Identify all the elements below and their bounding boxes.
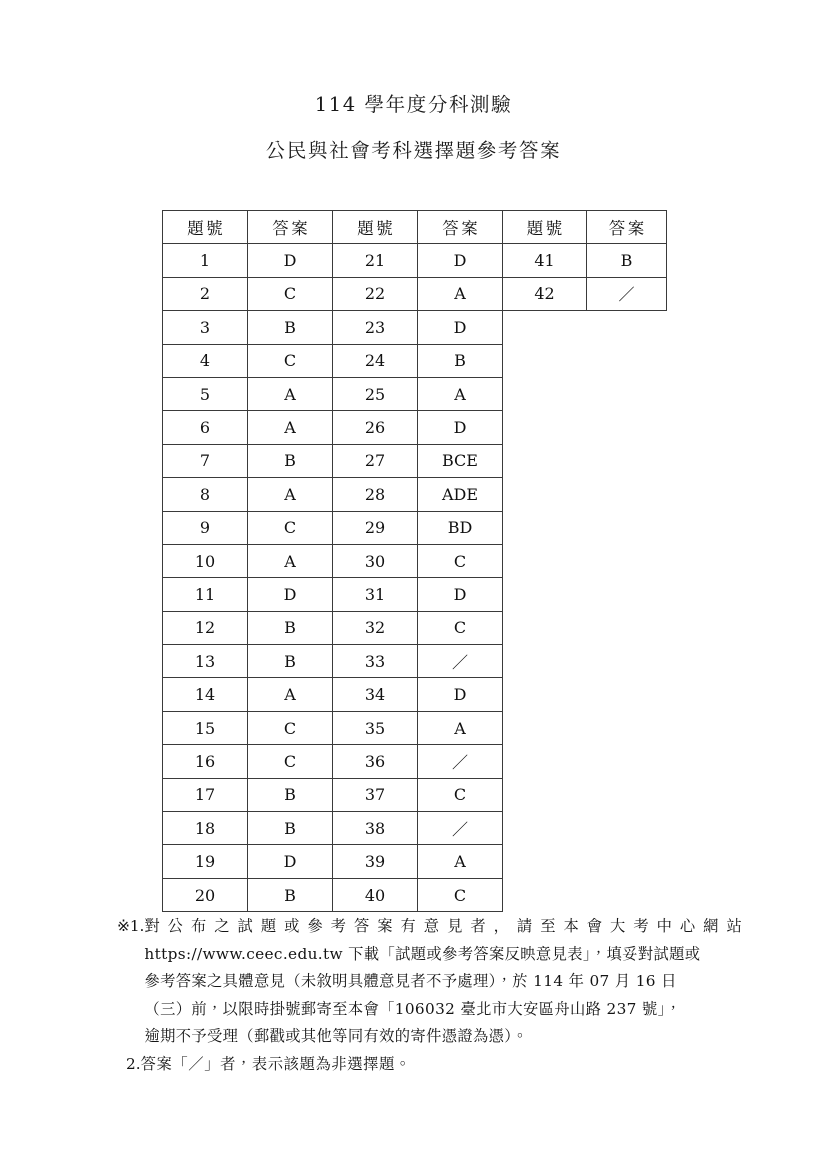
empty-cell — [587, 544, 667, 577]
answer-cell-non-multiple-choice: ／ — [418, 645, 503, 678]
footnote-line: 對 公 布 之 試 題 或 參 考 答 案 有 意 見 者 ， 請 至 本 會 大 考 中 心 網 站 — [144, 917, 742, 935]
question-number-cell: 27 — [333, 444, 418, 477]
answer-cell: B — [248, 812, 333, 845]
question-number-cell: 2 — [163, 277, 248, 310]
question-number-cell: 15 — [163, 711, 248, 744]
column-header-answer-2: 答案 — [418, 211, 503, 244]
empty-cell — [503, 377, 587, 410]
answer-cell: A — [248, 411, 333, 444]
empty-cell — [503, 778, 587, 811]
question-number-cell: 17 — [163, 778, 248, 811]
answer-cell: BCE — [418, 444, 503, 477]
table-row — [163, 244, 667, 277]
empty-cell — [503, 812, 587, 845]
question-number-cell: 6 — [163, 411, 248, 444]
question-number-cell: 30 — [333, 544, 418, 577]
empty-cell — [587, 878, 667, 911]
question-number-cell: 1 — [163, 244, 248, 277]
answer-cell: A — [418, 277, 503, 310]
empty-cell — [587, 311, 667, 344]
answer-cell: B — [587, 244, 667, 277]
question-number-cell: 38 — [333, 812, 418, 845]
table-row — [163, 845, 667, 878]
table-row — [163, 311, 667, 344]
answer-cell: C — [418, 878, 503, 911]
table-row — [163, 678, 667, 711]
empty-cell — [587, 377, 667, 410]
table-row — [163, 745, 667, 778]
footnote-body-2 — [141, 1051, 742, 1079]
table-row — [163, 344, 667, 377]
question-number-cell: 35 — [333, 711, 418, 744]
empty-cell — [503, 311, 587, 344]
answer-cell: D — [248, 244, 333, 277]
answer-cell: C — [248, 344, 333, 377]
question-number-cell: 25 — [333, 377, 418, 410]
question-number-cell: 18 — [163, 812, 248, 845]
empty-cell — [587, 444, 667, 477]
footnote-line: 參考答案之具體意見（未敘明具體意見者不予處理），於 114 年 07 月 16 日 — [144, 972, 677, 990]
empty-cell — [503, 645, 587, 678]
question-number-cell: 11 — [163, 578, 248, 611]
table-body — [163, 244, 667, 912]
empty-cell — [503, 411, 587, 444]
column-header-number-1: 題號 — [163, 211, 248, 244]
question-number-cell: 7 — [163, 444, 248, 477]
empty-cell — [503, 544, 587, 577]
empty-cell — [587, 578, 667, 611]
answer-cell: A — [418, 845, 503, 878]
question-number-cell: 13 — [163, 645, 248, 678]
answer-cell: B — [248, 645, 333, 678]
answer-cell-non-multiple-choice: ／ — [418, 812, 503, 845]
footnote-line: 逾期不予受理（郵戳或其他等同有效的寄件憑證為憑）。 — [144, 1027, 528, 1045]
question-number-cell: 12 — [163, 611, 248, 644]
answer-cell: C — [418, 611, 503, 644]
empty-cell — [587, 611, 667, 644]
empty-cell — [503, 444, 587, 477]
question-number-cell: 32 — [333, 611, 418, 644]
answer-cell: C — [418, 544, 503, 577]
answer-key-table-container — [162, 210, 667, 912]
empty-cell — [503, 711, 587, 744]
empty-cell — [587, 344, 667, 377]
answer-cell: BD — [418, 511, 503, 544]
answer-cell: D — [418, 244, 503, 277]
answer-cell: C — [248, 277, 333, 310]
answer-cell: D — [418, 678, 503, 711]
column-header-answer-1: 答案 — [248, 211, 333, 244]
question-number-cell: 4 — [163, 344, 248, 377]
empty-cell — [587, 645, 667, 678]
empty-cell — [503, 611, 587, 644]
question-number-cell: 37 — [333, 778, 418, 811]
question-number-cell: 9 — [163, 511, 248, 544]
question-number-cell: 39 — [333, 845, 418, 878]
answer-cell: D — [418, 311, 503, 344]
empty-cell — [587, 778, 667, 811]
answer-cell: B — [248, 878, 333, 911]
question-number-cell: 36 — [333, 745, 418, 778]
page-subtitle: 公民與社會考科選擇題參考答案 — [265, 139, 562, 162]
answer-cell-non-multiple-choice: ／ — [587, 277, 667, 310]
table-header — [163, 211, 667, 244]
answer-cell: B — [248, 778, 333, 811]
empty-cell — [587, 511, 667, 544]
answer-cell: ADE — [418, 478, 503, 511]
answer-cell: B — [418, 344, 503, 377]
column-header-number-3: 題號 — [503, 211, 587, 244]
question-number-cell: 29 — [333, 511, 418, 544]
empty-cell — [587, 678, 667, 711]
question-number-cell: 16 — [163, 745, 248, 778]
table-row — [163, 511, 667, 544]
table-row — [163, 878, 667, 911]
answer-cell: C — [248, 745, 333, 778]
empty-cell — [587, 711, 667, 744]
answer-cell: D — [418, 578, 503, 611]
question-number-cell: 42 — [503, 277, 587, 310]
answer-cell: C — [248, 711, 333, 744]
answer-cell: B — [248, 444, 333, 477]
answer-cell: A — [418, 377, 503, 410]
answer-cell: C — [418, 778, 503, 811]
table-row — [163, 645, 667, 678]
question-number-cell: 3 — [163, 311, 248, 344]
question-number-cell: 33 — [333, 645, 418, 678]
answer-cell: D — [248, 578, 333, 611]
footnote-body-1 — [144, 913, 742, 1051]
table-row — [163, 377, 667, 410]
empty-cell — [503, 478, 587, 511]
answer-cell: A — [248, 544, 333, 577]
empty-cell — [503, 878, 587, 911]
question-number-cell: 22 — [333, 277, 418, 310]
empty-cell — [587, 478, 667, 511]
footnotes-section — [117, 913, 742, 1078]
answer-cell: D — [248, 845, 333, 878]
footnote-line: 答案「／」者，表示該題為非選擇題。 — [140, 1054, 411, 1073]
empty-cell — [503, 578, 587, 611]
answer-cell: C — [248, 511, 333, 544]
question-number-cell: 34 — [333, 678, 418, 711]
empty-cell — [587, 411, 667, 444]
question-number-cell: 31 — [333, 578, 418, 611]
table-row — [163, 544, 667, 577]
table-row — [163, 611, 667, 644]
answer-cell: B — [248, 311, 333, 344]
empty-cell — [503, 678, 587, 711]
footnote-line: （三）前，以限時掛號郵寄至本會「106032 臺北市大安區舟山路 237 號」， — [144, 999, 682, 1018]
document-header — [0, 88, 827, 168]
table-row — [163, 478, 667, 511]
table-row — [163, 812, 667, 845]
table-row — [163, 711, 667, 744]
answer-cell: B — [248, 611, 333, 644]
answer-cell: A — [248, 377, 333, 410]
question-number-cell: 19 — [163, 845, 248, 878]
question-number-cell: 26 — [333, 411, 418, 444]
footnote-line: https://www.ceec.edu.tw 下載「試題或參考答案反映意見表」，填妥對試題或 — [144, 944, 701, 963]
footnote-marker-2: 2. — [126, 1054, 141, 1073]
footnote-marker-1: ※1. — [117, 917, 145, 935]
question-number-cell: 41 — [503, 244, 587, 277]
table-row — [163, 411, 667, 444]
footnote-item-2 — [117, 1051, 742, 1079]
question-number-cell: 20 — [163, 878, 248, 911]
answer-cell: A — [418, 711, 503, 744]
empty-cell — [503, 745, 587, 778]
empty-cell — [503, 344, 587, 377]
answer-cell: D — [418, 411, 503, 444]
answer-cell-non-multiple-choice: ／ — [418, 745, 503, 778]
table-row — [163, 578, 667, 611]
empty-cell — [587, 812, 667, 845]
empty-cell — [503, 845, 587, 878]
column-header-answer-3: 答案 — [587, 211, 667, 244]
table-row — [163, 277, 667, 310]
empty-cell — [587, 745, 667, 778]
question-number-cell: 40 — [333, 878, 418, 911]
empty-cell — [587, 845, 667, 878]
answer-cell: A — [248, 478, 333, 511]
footnote-item-1 — [117, 913, 742, 1051]
question-number-cell: 24 — [333, 344, 418, 377]
table-row — [163, 444, 667, 477]
empty-cell — [503, 511, 587, 544]
page-title: 114 學年度分科測驗 — [314, 93, 513, 116]
table-row — [163, 778, 667, 811]
question-number-cell: 21 — [333, 244, 418, 277]
question-number-cell: 8 — [163, 478, 248, 511]
question-number-cell: 5 — [163, 377, 248, 410]
question-number-cell: 14 — [163, 678, 248, 711]
answer-cell: A — [248, 678, 333, 711]
question-number-cell: 23 — [333, 311, 418, 344]
question-number-cell: 28 — [333, 478, 418, 511]
question-number-cell: 10 — [163, 544, 248, 577]
table-header-row — [163, 211, 667, 244]
answer-key-table — [162, 210, 667, 912]
column-header-number-2: 題號 — [333, 211, 418, 244]
